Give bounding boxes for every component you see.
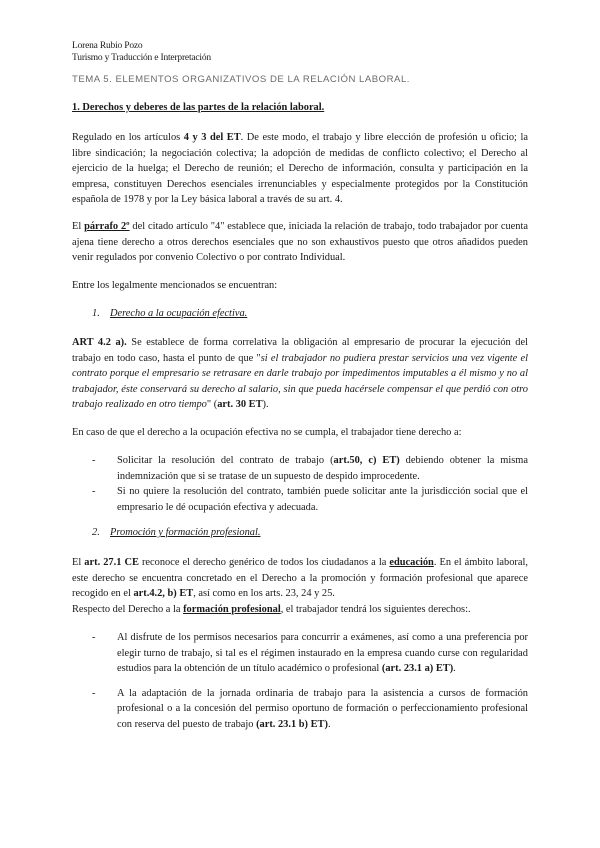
paragraph-parrafo: El párrafo 2º del citado artículo "4" establece que, iniciada la relación de trabajo, todo trabajador por cuenta ajena tiene derecho a otros derechos esenciales que no son exhaustivos puesto que otros añadidos pueden venir regulados por convenio Colectivo o por contrato Individual. [72, 221, 528, 264]
paragraph-art-4-2: ART 4.2 a). Se establece de forma correlativa la obligación al empresario de procurar la ejecución del trabajo en todo caso, hasta el punto de que "si el trabajador no pudiera prestar servicios una vez vigente el contrato porque el empresario se retrasare en darle trabajo por impedimentos imputables a él mismo y no al trabajador, éste conservará su derecho al salario, sin que pueda hacérsele compensar el que perdió con otro trabajo realizado en otro tiempo" (art. 30 ET). [72, 337, 528, 411]
list-item: - A la adaptación de la jornada ordinaria de trabajo para la asistencia a cursos de formación profesional o a la concesión del permiso oportuno de formación o perfeccionamiento profesional con reserva del puesto de trabajo (art. 23.1 b) ET). [92, 687, 528, 730]
list-item: - Al disfrute de los permisos necesarios para concurrir a exámenes, así como a una preferencia por elegir turno de trabajo, si tal es el régimen instaurado en la empresa cuando curse con regularidad estudios para la obtención de un título académico o profesional (art. 23.1 a) ET). [92, 632, 528, 675]
subheading-ocupacion: 1. Derecho a la ocupación efectiva. [92, 308, 248, 319]
tema-title: TEMA 5. ELEMENTOS ORGANIZATIVOS DE LA RELACIÓN LABORAL. [72, 74, 410, 85]
paragraph-articles: Regulado en los artículos 4 y 3 del ET. De este modo, el trabajo y libre elección de profesión u oficio; la libre sindicación; la negociación colectiva; la adopción de medidas de conflicto colectivo; el Derecho al ejercicio de la huelga; el Derecho de reunión; el Derecho de información, consulta y participación en la empresa, constituyen Derechos esenciales irrenunciables y especialmente protegidos por la Constitución española de 1978 y por la Ley básica laboral a través de su art. 4. [72, 132, 528, 206]
author-name: Lorena Rubio Pozo [72, 41, 143, 51]
paragraph-incumplimiento: En caso de que el derecho a la ocupación efectiva no se cumpla, el trabajador tiene derecho a: [72, 427, 462, 438]
bullet-list-formacion [92, 630, 528, 733]
paragraph-formacion: Respecto del Derecho a la formación profesional, el trabajador tendrá los siguientes derechos:. [72, 604, 471, 615]
course-name: Turismo y Traducción e Interpretación [72, 53, 211, 63]
paragraph-list-intro: Entre los legalmente mencionados se encuentran: [72, 280, 278, 291]
paragraph-art-27: El art. 27.1 CE reconoce el derecho genérico de todos los ciudadanos a la educación. En el ámbito laboral, este derecho se encuentra concretado en el Derecho a la promoción y formación profesional que aparece recogido en el art.4.2, b) ET, así como en los arts. 23, 24 y 25. [72, 557, 528, 600]
list-item: - Solicitar la resolución del contrato de trabajo (art.50, c) ET) debiendo obtener la misma indemnización que si se tratase de un supuesto de despido improcedente. [92, 455, 528, 482]
section-heading: 1. Derechos y deberes de las partes de la relación laboral. [72, 102, 325, 113]
subheading-promocion: 2. Promoción y formación profesional. [92, 527, 261, 538]
list-item: - Si no quiere la resolución del contrato, también puede solicitar ante la jurisdicción social que el empresario le dé ocupación efectiva y adecuada. [92, 486, 528, 513]
bullet-list-derechos [92, 453, 528, 515]
